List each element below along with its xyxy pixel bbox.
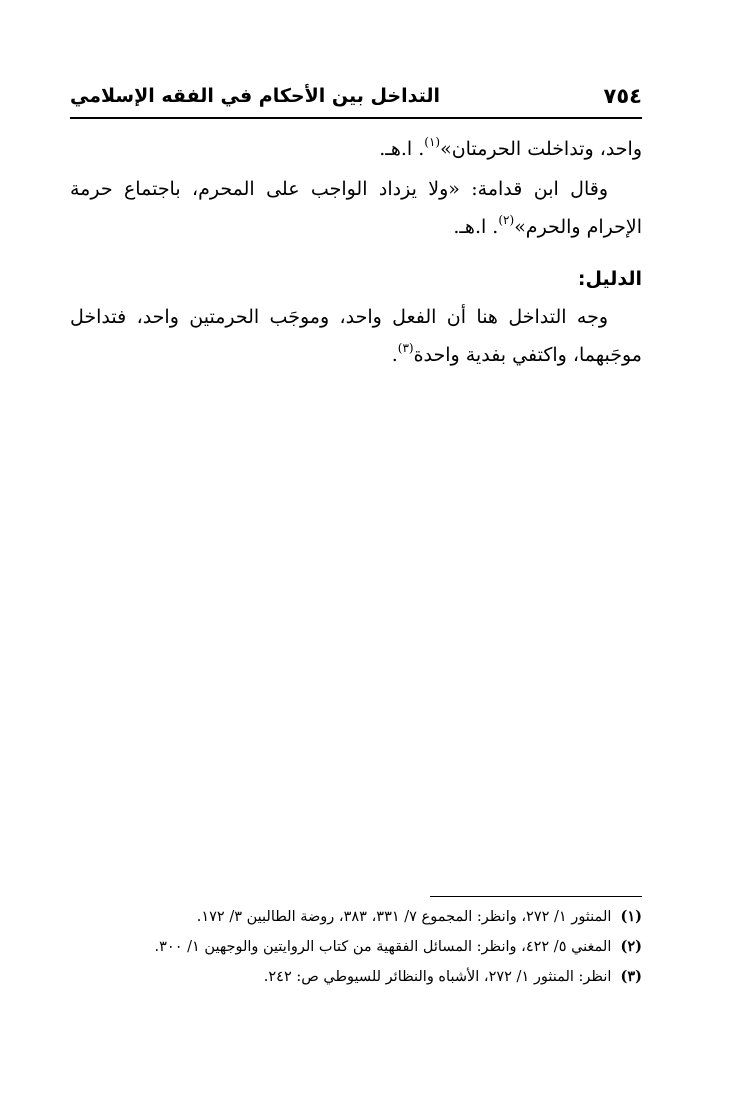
footnote-number: (١) xyxy=(620,908,642,925)
running-title: التداخل بين الأحكام في الفقه الإسلامي xyxy=(70,85,441,107)
section-heading-evidence: الدليل: xyxy=(577,268,642,290)
footnote-3 xyxy=(70,962,642,992)
paragraph-tail: . xyxy=(391,344,398,366)
paragraph-text: واحد، وتداخلت الحرمتان» xyxy=(440,138,642,160)
footnote-ref-3: (٣) xyxy=(397,340,414,355)
footnote-2 xyxy=(70,932,642,962)
footnote-1 xyxy=(70,902,642,932)
paragraph-ibn-qudama xyxy=(70,170,642,246)
footnote-text: انظر: المنثور ١/ ٢٧٢، الأشباه والنظائر للسيوطي ص: ٢٤٢. xyxy=(263,969,612,985)
header-rule xyxy=(70,117,642,119)
footnote-number: (٣) xyxy=(620,968,642,985)
footnote-ref-2: (٢) xyxy=(498,212,515,227)
paragraph-text: وجه التداخل هنا أن الفعل واحد، وموجَب الحرمتين واحد، فتداخل موجَبهما، واكتفي بفدية واحدة xyxy=(70,306,642,366)
footnote-separator xyxy=(430,896,642,897)
paragraph-evidence xyxy=(70,298,642,374)
paragraph-tail: . ا.هـ. xyxy=(379,138,425,160)
footnote-text: المنثور ١/ ٢٧٢، وانظر: المجموع ٧/ ٣٣١، ٣٨٣، روضة الطالبين ٣/ ١٧٢. xyxy=(196,909,612,925)
paragraph-text: وقال ابن قدامة: «ولا يزداد الواجب على المحرم، باجتماع حرمة الإحرام والحرم» xyxy=(70,178,642,238)
paragraph-continuation xyxy=(70,130,642,168)
paragraph-tail: . ا.هـ. xyxy=(453,216,499,238)
footnote-ref-1: (١) xyxy=(424,134,441,149)
footnotes xyxy=(70,902,642,992)
main-text xyxy=(70,130,642,374)
footnote-text: المغني ٥/ ٤٢٢، وانظر: المسائل الفقهية من كتاب الروايتين والوجهين ١/ ٣٠٠. xyxy=(154,939,612,955)
page-number: ٧٥٤ xyxy=(603,84,642,108)
page-header xyxy=(70,82,642,116)
footnote-number: (٢) xyxy=(620,938,642,955)
